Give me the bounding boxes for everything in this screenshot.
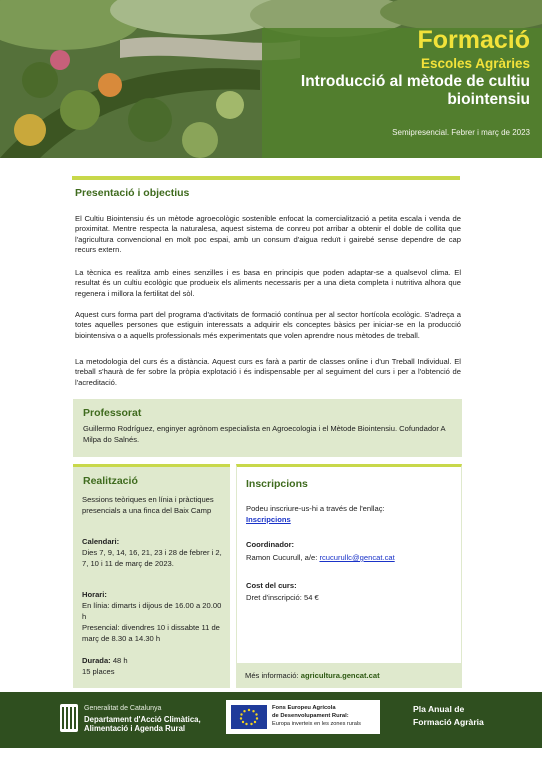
coordinador-name: Ramon Cucurull, a/e: xyxy=(246,553,320,562)
inscripcions-link[interactable]: Inscripcions xyxy=(246,515,291,524)
generalitat-name: Generalitat de Catalunya xyxy=(84,705,162,712)
more-info-url[interactable]: agricultura.gencat.cat xyxy=(300,671,380,680)
professorat-text: Guillermo Rodríguez, enginyer agrònom especialista en Agroecologia i el Mètode Biointensiu. Cofundador A Milpa do Salnés. xyxy=(83,424,446,444)
paragraph: La metodologia del curs és a distància. Aquest curs es farà a partir de classes online i d'un Treball Individual. El treball s'haurà de fer sobre la pròpia explotació i és indispensable per al seguiment del curs i per a l'obtenció de l'acreditació. xyxy=(75,357,461,387)
inscripcions-link-row xyxy=(246,515,456,526)
horari-online: En línia: dimarts i dijous de 16.00 a 20.00 h xyxy=(82,601,222,621)
course-mode: Semipresencial. Febrer i març de 2023 xyxy=(392,128,530,137)
section-title-realitzacio: Realització xyxy=(83,475,138,487)
calendari-text: Dies 7, 9, 14, 16, 21, 23 i 28 de febrer i 2, 7, 10 i 11 de març de 2023. xyxy=(82,548,222,568)
eu-feader-logo xyxy=(226,700,380,734)
course-title: Introducció al mètode de cultiu biointensiu xyxy=(300,73,530,108)
section-title-inscripcions: Inscripcions xyxy=(246,478,308,490)
professorat-box xyxy=(73,399,462,457)
inscripcions-box xyxy=(236,464,462,664)
horari-label: Horari: xyxy=(82,590,107,599)
inscripcions-text: Podeu inscriure-us-hi a través de l'enllaç: xyxy=(246,504,385,513)
paragraph: El Cultiu Biointensiu és un mètode agroecològic sostenible enfocat la comercialització a petita escala i venda de proximitat. Mentre respecta la naturalesa, aquest sistema de conreu pot arribar a obtenir el doble de collita que l'agricultura convencional en molt poc espai, amb un consum d'aigua reduït i gairebé sense dependre de cap recurs extern. xyxy=(75,214,461,255)
horari-presencial: Presencial: divendres 10 i dissabte 11 de març de 8.30 a 14.30 h xyxy=(82,623,220,643)
generalitat-logo-icon xyxy=(60,704,78,732)
places: 15 places xyxy=(82,667,115,676)
cost-label: Cost del curs: xyxy=(246,581,297,590)
paragraph: La tècnica es realitza amb eines senzilles i es basa en principis que poden adaptar-se a qualsevol clima. El resultat és un cultiu ecològic que produeix els aliments necessaris per a una dieta completa i nutritiva alhora que regenera i millora la fertilitat del sòl. xyxy=(75,268,461,298)
section-title-professorat: Professorat xyxy=(83,407,142,419)
more-info xyxy=(245,671,380,680)
eu-flag-icon xyxy=(231,705,267,729)
realitzacio-intro: Sessions teòriques en línia i pràctiques presencials a una finca del Baix Camp xyxy=(82,495,214,515)
department-name: Departament d'Acció Climàtica, xyxy=(84,715,201,724)
durada-value: 48 h xyxy=(110,656,128,665)
coordinador-label: Coordinador: xyxy=(246,540,295,549)
hero-title: Formació xyxy=(417,26,530,54)
more-info-box xyxy=(236,664,462,688)
realitzacio-box xyxy=(73,464,230,688)
divider xyxy=(72,176,460,180)
eu-fund-name: Fons Europeu Agrícola xyxy=(272,705,336,711)
department-name-2: Alimentació i Agenda Rural xyxy=(84,724,186,733)
calendari-label: Calendari: xyxy=(82,537,120,546)
eu-fund-name-2: de Desenvolupament Rural: xyxy=(272,713,349,719)
paragraph: Aquest curs forma part del programa d'activitats de formació contínua per al sector hortícola ecològic. S'adreça a totes aquelles persones que estiguin interessats a adquirir els conceptes bàsics per iniciar-se en la producció biointensiva o a aquells professionals més experimentats que volen aprendre nous mètodes de treball. xyxy=(75,310,461,340)
durada xyxy=(82,656,227,667)
coordinador-email-link[interactable]: rcucurullc@gencat.cat xyxy=(319,553,395,562)
pla-anual-line1: Pla Anual de xyxy=(413,704,465,714)
section-title-presentacio: Presentació i objectius xyxy=(75,187,190,199)
cost-text: Dret d'inscripció: 54 € xyxy=(246,593,319,602)
pla-anual-line2: Formació Agrària xyxy=(413,717,484,727)
footer xyxy=(0,692,542,748)
hero-banner xyxy=(0,0,542,158)
more-info-label: Més informació: xyxy=(245,671,301,680)
durada-label: Durada: xyxy=(82,656,111,665)
hero-subtitle: Escoles Agràries xyxy=(420,56,530,71)
coordinador-row xyxy=(246,553,456,564)
eu-slogan: Europa inverteix en les zones rurals xyxy=(272,721,361,727)
